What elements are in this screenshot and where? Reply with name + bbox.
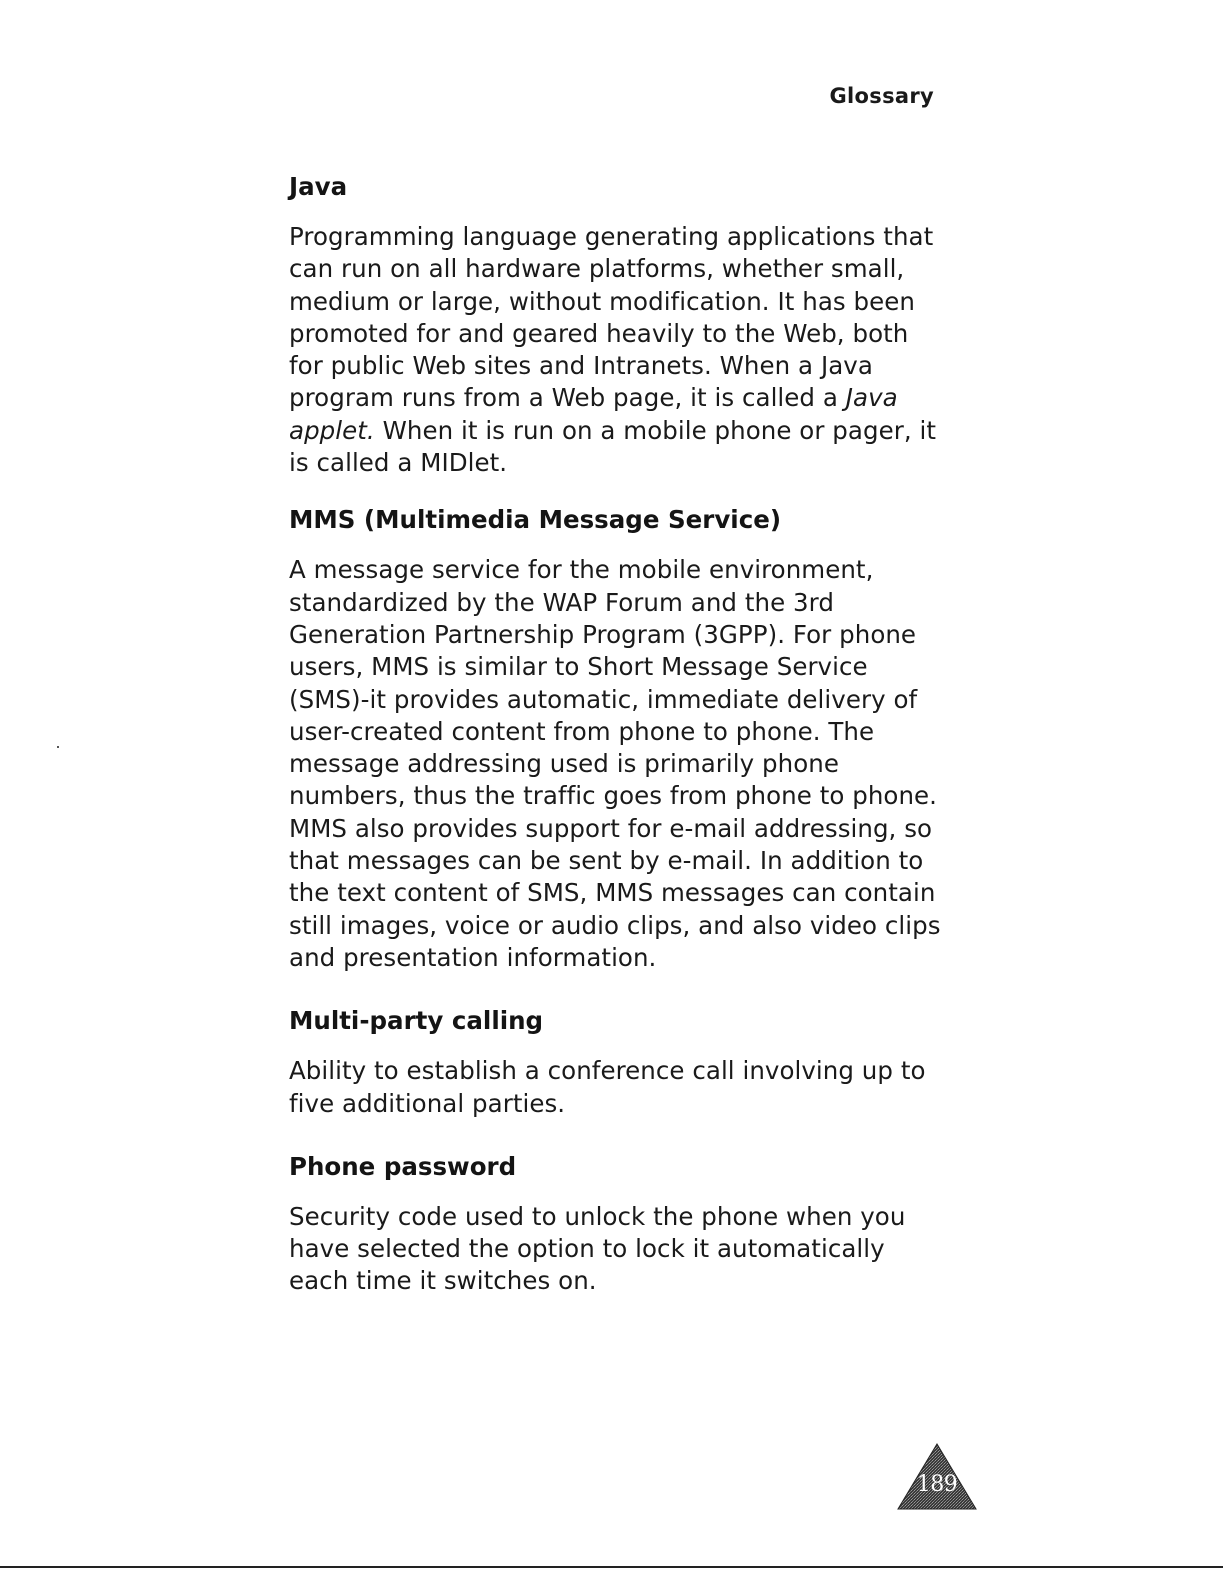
glossary-term: Multi-party calling <box>289 1006 544 1036</box>
glossary-entry-phone-password <box>289 1150 949 1298</box>
glossary-definition <box>289 221 949 479</box>
running-header-section-title: Glossary <box>829 84 934 108</box>
scan-artifact-dot <box>57 746 59 748</box>
definition-emphasis: Java applet. <box>289 383 898 445</box>
definition-text-continued: When it is run on a mobile phone or pager, it is called a MIDlet. <box>289 415 937 478</box>
definition-text: Programming language generating applications that can run on all hardware platforms, whether small, medium or large, without modification. It has been promoted for and geared heavily to the Web, both for public Web sites and Intranets. When a Java program runs from a Web page, it is called a <box>289 222 934 413</box>
glossary-definition: Ability to establish a conference call involving up to five additional parties. <box>289 1056 926 1118</box>
glossary-term: MMS (Multimedia Message Service) <box>289 505 782 535</box>
page-number-badge <box>896 1442 978 1512</box>
glossary-content <box>289 170 949 1324</box>
glossary-entry-multi-party-calling <box>289 1004 949 1120</box>
glossary-entry-mms <box>289 503 949 974</box>
bottom-rule <box>0 1566 1223 1568</box>
glossary-entry-java <box>289 170 949 479</box>
glossary-definition: A message service for the mobile environment, standardized by the WAP Forum and the 3rd Generation Partnership Program (3GPP). For phone users, MMS is similar to Short Message Service (SMS)-it provides automatic, immediate delivery of user-created content from phone to phone. The message addressing used is primarily phone numbers, thus the traffic goes from phone to phone. MMS also provides support for e-mail addressing, so that messages can be sent by e-mail. In addition to the text content of SMS, MMS messages can contain still images, voice or audio clips, and also video clips and presentation information. <box>289 555 941 972</box>
glossary-term: Java <box>289 172 348 201</box>
glossary-term: Phone password <box>289 1151 517 1181</box>
glossary-definition: Security code used to unlock the phone when you have selected the option to lock it automatically each time it switches on. <box>289 1201 906 1296</box>
page-number: 189 <box>916 1472 958 1497</box>
